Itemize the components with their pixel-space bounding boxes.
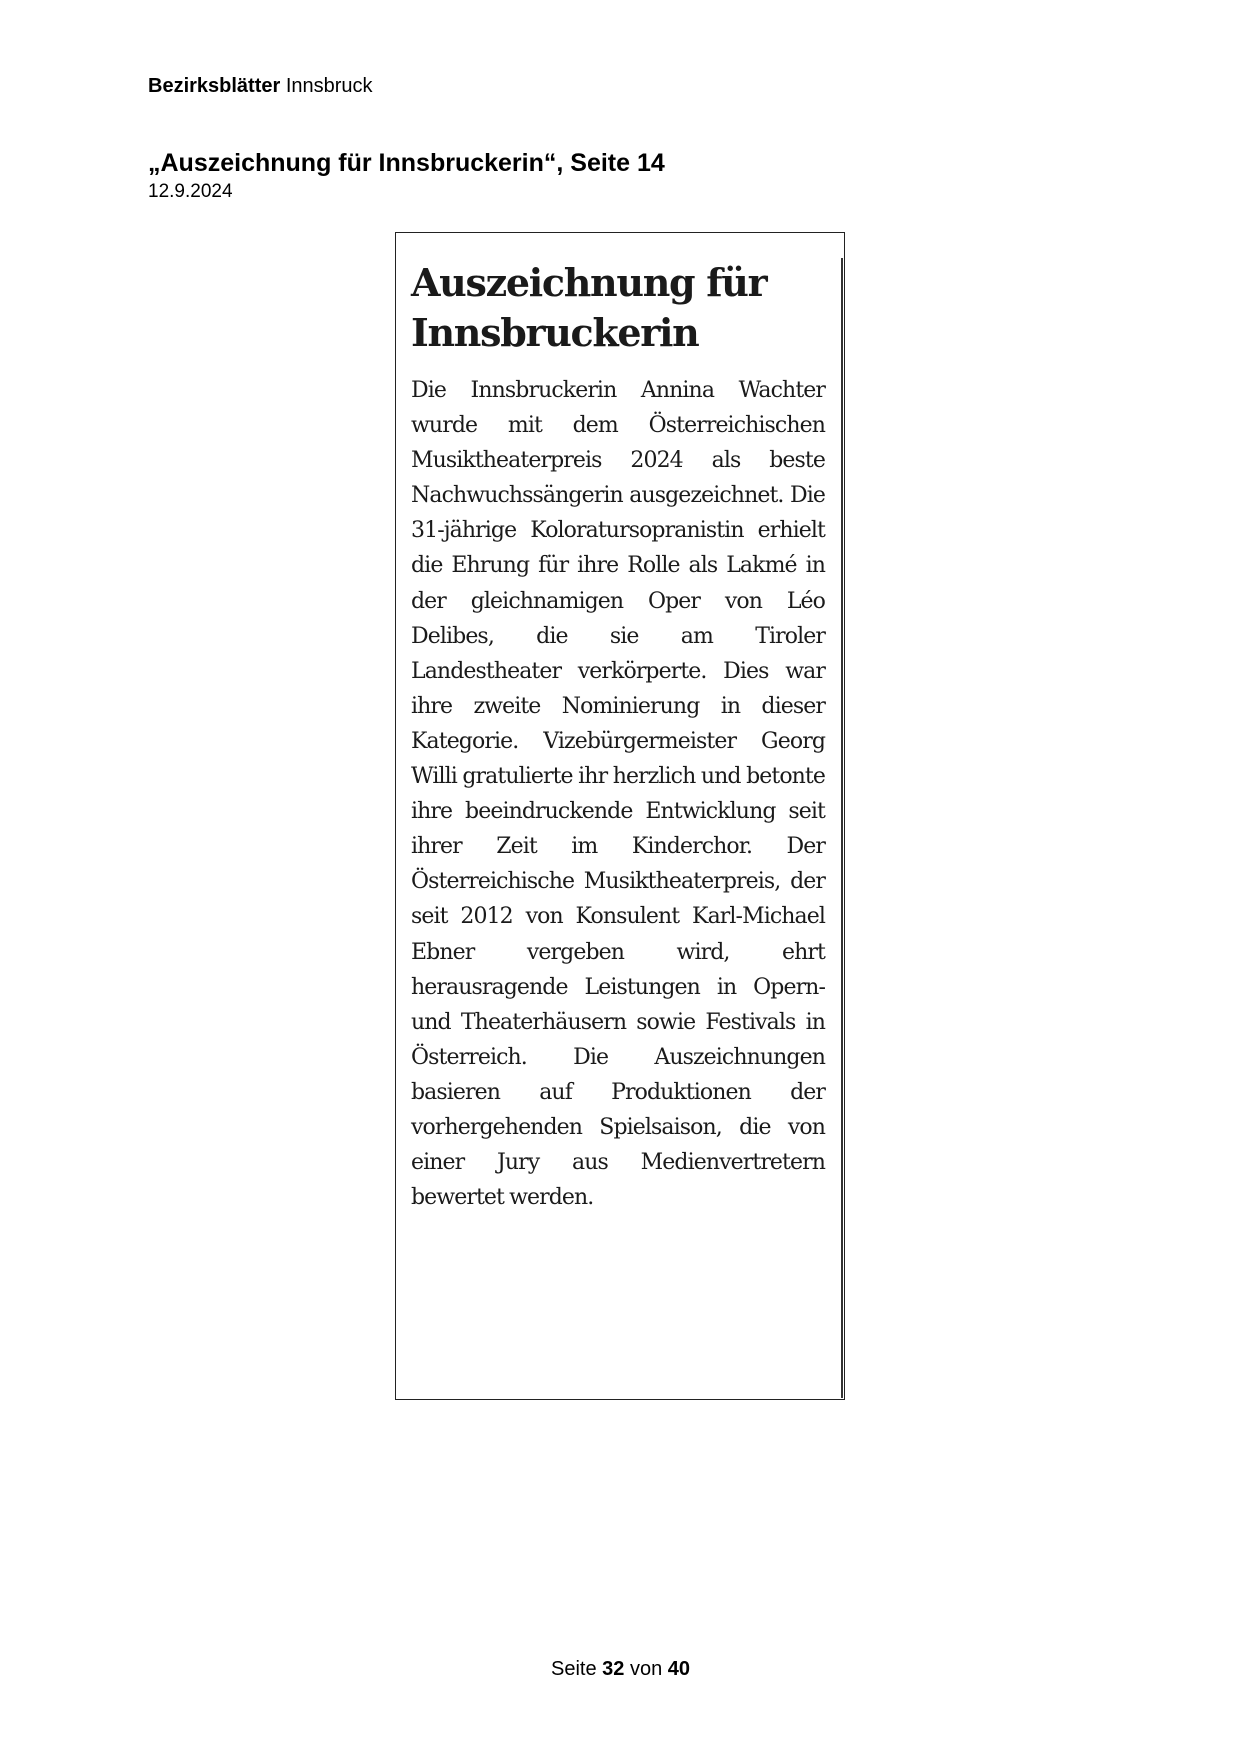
publication-line — [148, 74, 373, 98]
article-body: Die Innsbruckerin Annina Wachter wurde mit dem Österreichischen Musiktheaterpreis 2024 als beste Nachwuchssängerin ausgezeichnet. Die 31-jährige Koloratursopranistin erhielt die Ehrung für ihre Rolle als Lakmé in der gleichnamigen Oper von Léo Delibes, die sie am Tiroler Landestheater verkörperte. Dies war ihre zweite Nominierung in dieser Kategorie. Vizebürgermeister Georg Willi gratulierte ihr herzlich und betonte ihre beeindruckende Entwicklung seit ihrer Zeit im Kinderchor. Der Österreichische Musiktheaterpreis, der seit 2012 von Konsulent Karl-Michael Ebner vergeben wird, ehrt herausragende Leistungen in Opern- und Theaterhäusern sowie Festivals in Österreich. Die Auszeichnungen basieren auf Produktionen der vorhergehenden Spielsaison, die von einer Jury aus Medienvertretern bewertet werden. — [411, 378, 825, 1211]
clipping-headline: „Auszeichnung für Innsbruckerin“, Seite 14 — [148, 149, 665, 177]
page-current: 32 — [602, 1658, 625, 1680]
page-footer — [0, 1657, 1241, 1681]
page-prefix: Seite — [550, 1658, 597, 1680]
clipping-date: 12.9.2024 — [148, 181, 233, 202]
page-separator: von — [629, 1658, 663, 1680]
article-title: Auszeichnung für Innsbruckerin — [411, 260, 767, 355]
page-total: 40 — [667, 1658, 691, 1680]
publication-region: Innsbruck — [285, 75, 373, 97]
clipping-column-rule — [841, 258, 843, 1398]
publication-name: Bezirksblätter — [148, 75, 281, 97]
